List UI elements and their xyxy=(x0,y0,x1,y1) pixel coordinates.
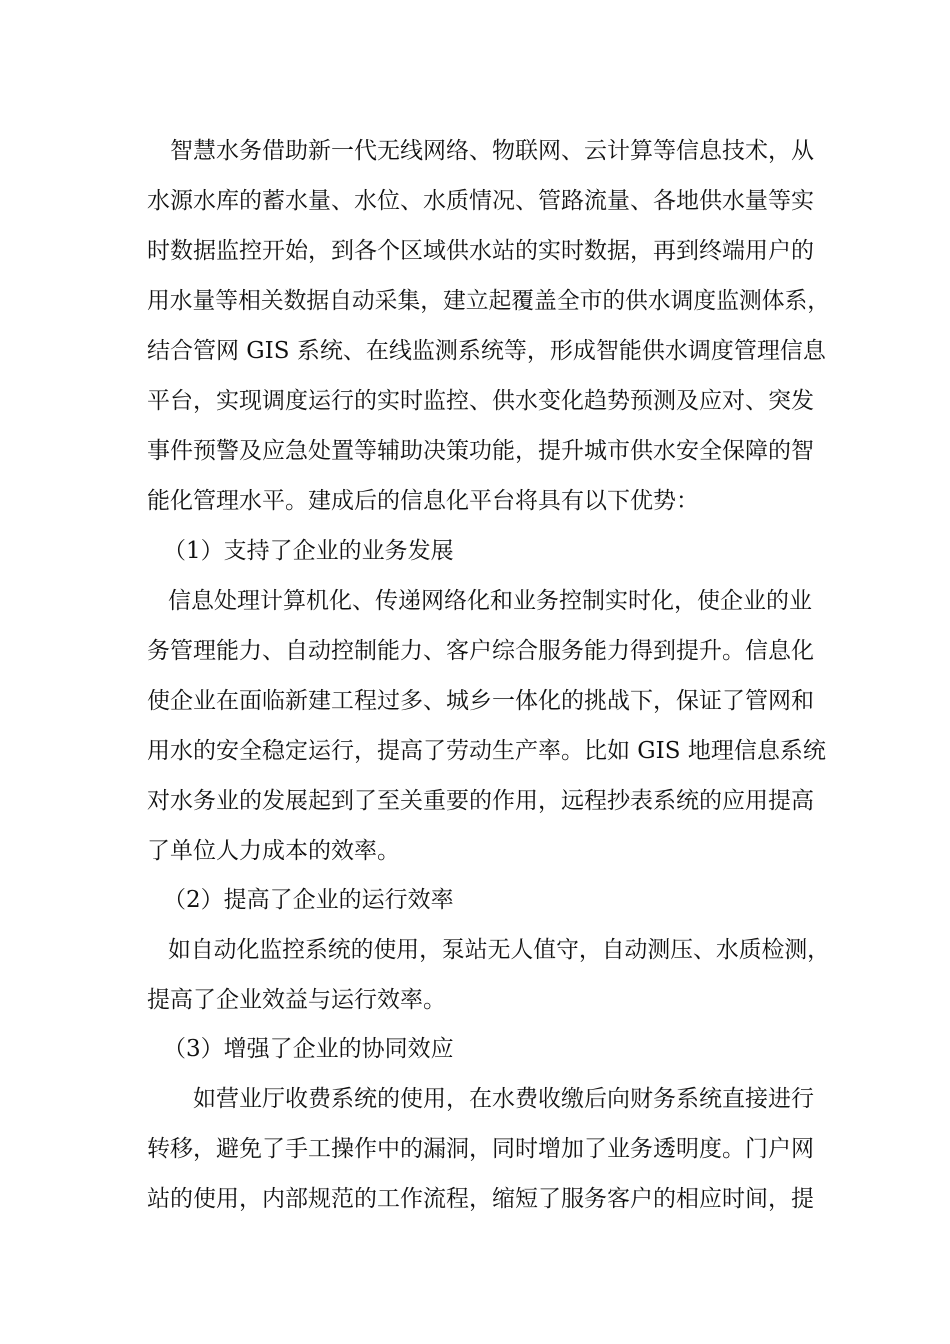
paragraph-3-line: 转移，避免了手工操作中的漏洞，同时增加了业务透明度。门户网 xyxy=(147,1136,814,1162)
paragraph-1-line: 使企业在面临新建工程过多、城乡一体化的挑战下，保证了管网和 xyxy=(147,688,814,714)
paragraph-2-line: 如自动化监控系统的使用，泵站无人值守，自动测压、水质检测， xyxy=(168,937,830,963)
paragraph-1-line: 务管理能力、自动控制能力、客户综合服务能力得到提升。信息化 xyxy=(147,638,814,664)
intro-line: 平台，实现调度运行的实时监控、供水变化趋势预测及应对、突发 xyxy=(147,388,814,414)
intro-line: 水源水库的蓄水量、水位、水质情况、管路流量、各地供水量等实 xyxy=(147,188,814,214)
section-heading-3: （3）增强了企业的协同效应 xyxy=(163,1036,454,1062)
paragraph-1-line: 了单位人力成本的效率。 xyxy=(147,838,400,864)
paragraph-3-line: 如营业厅收费系统的使用，在水费收缴后向财务系统直接进行 xyxy=(193,1086,814,1112)
intro-line: 用水量等相关数据自动采集，建立起覆盖全市的供水调度监测体系， xyxy=(147,288,831,314)
intro-line: 时数据监控开始，到各个区域供水站的实时数据，再到终端用户的 xyxy=(147,238,814,264)
paragraph-1-line: 对水务业的发展起到了至关重要的作用，远程抄表系统的应用提高 xyxy=(147,788,814,814)
intro-line: 智慧水务借助新一代无线网络、物联网、云计算等信息技术，从 xyxy=(170,138,814,164)
section-heading-1: （1）支持了企业的业务发展 xyxy=(163,538,454,564)
paragraph-2-line: 提高了企业效益与运行效率。 xyxy=(147,987,446,1013)
section-heading-2: （2）提高了企业的运行效率 xyxy=(163,887,454,913)
paragraph-1-line: 信息处理计算机化、传递网络化和业务控制实时化，使企业的业 xyxy=(168,588,812,614)
paragraph-3-line: 站的使用，内部规范的工作流程，缩短了服务客户的相应时间，提 xyxy=(147,1186,814,1212)
intro-line: 事件预警及应急处置等辅助决策功能，提升城市供水安全保障的智 xyxy=(147,438,814,464)
intro-line: 结合管网 GIS 系统、在线监测系统等，形成智能供水调度管理信息 xyxy=(147,338,826,364)
intro-line: 能化管理水平。建成后的信息化平台将具有以下优势： xyxy=(147,488,699,514)
paragraph-1-line: 用水的安全稳定运行，提高了劳动生产率。比如 GIS 地理信息系统 xyxy=(147,738,826,764)
